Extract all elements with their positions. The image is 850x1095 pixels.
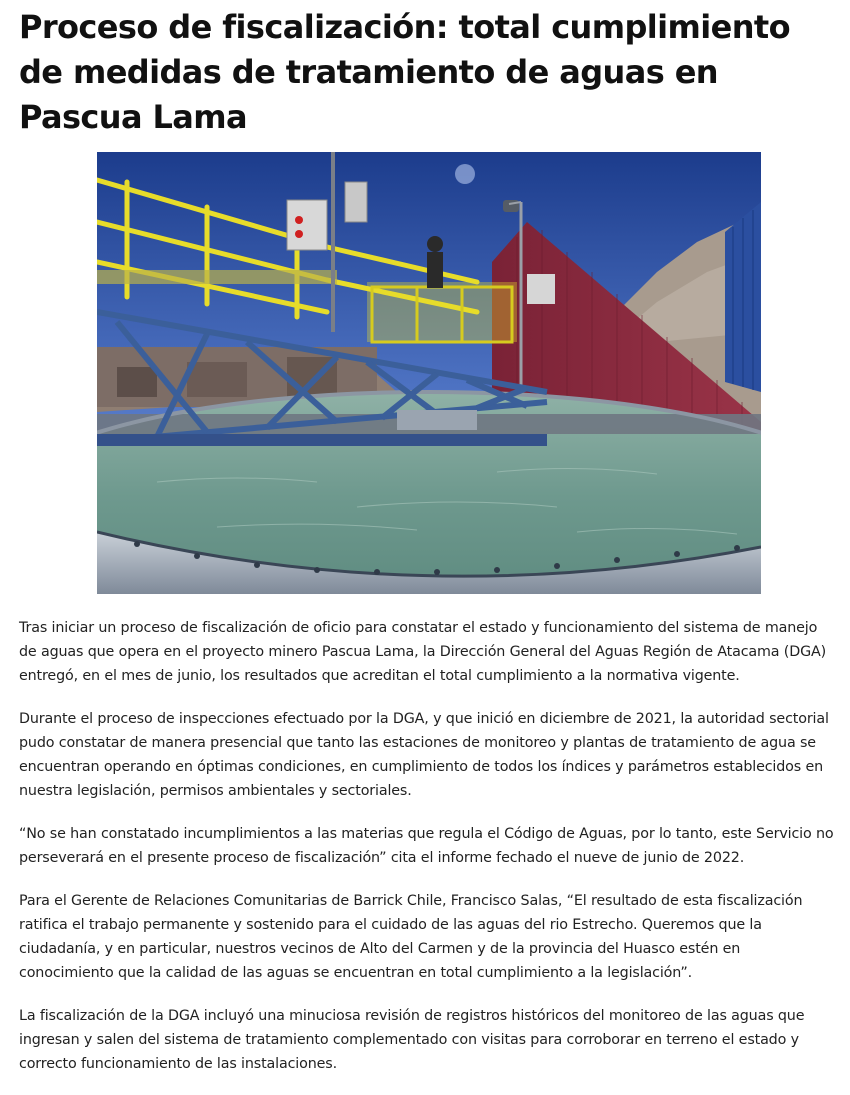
article-paragraph: Para el Gerente de Relaciones Comunitarias de Barrick Chile, Francisco Salas, “El resultado de esta fiscalización ratifica el trabajo permanente y sostenido para el cuidado de las aguas del rio Estrecho. Queremos que la ciudadanía, y en particular, nuestros vecinos de Alto del Carmen y de la provincia del Huasco estén en conocimiento que la calidad de las aguas se encuentran en total cumplimiento a la legislación”. <box>19 893 803 981</box>
article-paragraph: “No se han constatado incumplimientos a las materias que regula el Código de Aguas, por lo tanto, este Servicio no perseverará en el presente proceso de fiscalización” cita el informe fechado el nueve de junio de 2022. <box>19 826 834 866</box>
article-body <box>19 616 837 1095</box>
article <box>19 0 839 140</box>
hero-image <box>97 152 761 594</box>
article-paragraph: La fiscalización de la DGA incluyó una minuciosa revisión de registros históricos del monitoreo de las aguas que ingresan y salen del sistema de tratamiento complementado con visitas para corroborar en terreno el estado y correcto funcionamiento de las instalaciones. <box>19 1008 805 1072</box>
article-paragraph: Durante el proceso de inspecciones efectuado por la DGA, y que inició en diciembre de 2021, la autoridad sectorial pudo constatar de manera presencial que tanto las estaciones de monitoreo y plantas de tratamiento de agua se encuentran operando en óptimas condiciones, en cumplimiento de todos los índices y parámetros establecidos en nuestra legislación, permisos ambientales y sectoriales. <box>19 711 829 799</box>
article-title: Proceso de fiscalización: total cumplimiento de medidas de tratamiento de aguas en Pascua Lama <box>19 8 791 136</box>
article-paragraph: Tras iniciar un proceso de fiscalización de oficio para constatar el estado y funcionamiento del sistema de manejo de aguas que opera en el proyecto minero Pascua Lama, la Dirección General del Aguas Región de Atacama (DGA) entregó, en el mes de junio, los resultados que acreditan el total cumplimiento a la normativa vigente. <box>19 620 827 684</box>
